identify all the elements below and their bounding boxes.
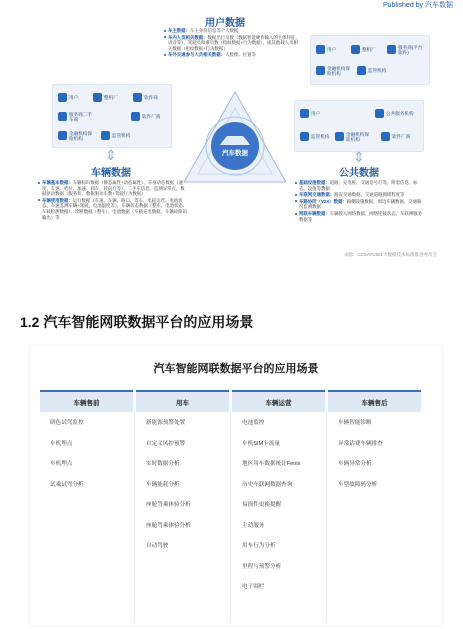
public-bullet-text: 路侧设施数据、周边车辆数据、交通路况监测数据: [299, 198, 422, 210]
table-cell: 车辆异常分析: [338, 461, 372, 468]
table-cell: 试乘试驾分析: [50, 481, 84, 488]
center-label: 汽车数据: [222, 150, 248, 157]
public-arrow-icon: ⇕: [353, 149, 365, 165]
user-bullet-head: 车内人员相关数据：: [168, 34, 208, 40]
bank-icon: [335, 132, 344, 141]
regulator-tile: 监管机构: [101, 128, 133, 143]
public-data-panel: [294, 100, 424, 152]
center-triangle-diagram: [180, 88, 290, 188]
public-bullet-text: 车辆接入网络数据、网络连接状态、车联网服务数据等: [299, 210, 422, 222]
table-cell: 车机埋点: [50, 461, 73, 468]
table-cell: 车辆能耗分析: [146, 481, 180, 488]
section-heading: 1.2 汽车智能网联数据平台的应用场景: [20, 314, 254, 330]
vehicle-bullet-head: 车辆基本数据：: [42, 180, 73, 185]
column-presale: [40, 390, 133, 494]
user-data-bullets: [164, 28, 302, 59]
software-vendor-tile: 软件厂商: [381, 129, 413, 144]
public-bullet-head: 网联车辆数据：: [299, 210, 330, 216]
car-service-icon: [58, 112, 67, 121]
user-tile: 用户: [316, 42, 348, 57]
vehicle-data-bullets: [38, 180, 188, 221]
table-cell: 实时数据分析: [146, 461, 180, 468]
column-operation: [232, 390, 325, 597]
table-cell: 异常话费车辆排查: [338, 440, 383, 447]
software-icon: [133, 93, 142, 102]
table-cell: 主动服务: [242, 522, 265, 529]
user-bullet-head: 车外交通参与人员相关数据：: [168, 52, 226, 58]
public-bullet-text: 路况交通数据、交通道路拥堵程度等: [334, 192, 405, 198]
column-header: 用车: [136, 390, 229, 412]
column-header: 车辆售前: [40, 390, 133, 412]
source-note: 来源：CCSATC601大数据技术标准推进委员会: [343, 252, 437, 257]
table-cell: 自动驾驶: [146, 543, 169, 550]
regulator-tile: 监管机构: [300, 129, 332, 144]
table-cell: 地区用车数据统计Fenix: [242, 461, 301, 468]
vehicle-bullet-text: 运行数据（车速、车辆、路口、驾车、电耗运营、电池状态、车速监测车辆+驾驶、电池温度等），车辆状态数据（整车、电池状态、车载检测数据）、诊断数据（整车）、电池数据（车载充电数据、车辆故障码输出）等: [42, 197, 188, 220]
chip-icon: [131, 112, 140, 121]
column-divider: [134, 410, 135, 622]
bank-icon: [316, 66, 325, 75]
dealer-tile: 服务商二手车商: [58, 109, 96, 124]
table-cell: 车机SIM卡流量: [242, 440, 280, 447]
vehicle-bullet-text: 车辆标识数据（静态属性+动态属性）、车身动态数据（速度、车速、档位、加速、刹车、转向灯等）、二手车信息、监测异常点、数据驱动数据（服务状、数据驱动车数+驾驶行为数据）: [42, 180, 185, 197]
table-cell: 车辆智能诊断: [338, 420, 372, 427]
column-header: 车辆售后: [328, 390, 421, 412]
vehicle-arrow-icon: ⇕: [105, 147, 117, 163]
person-icon: [300, 109, 309, 118]
header-tag: Published by 汽车数据: [382, 2, 453, 9]
column-divider: [230, 410, 231, 622]
public-service-icon: [375, 109, 384, 118]
table-title: 汽车智能网联数据平台的应用场景: [153, 363, 319, 375]
software-tile: 软件商: [133, 90, 165, 105]
bank-icon: [58, 131, 67, 140]
table-cell: 研色试驾监控: [50, 420, 84, 427]
person-icon: [58, 93, 67, 102]
table-cell: 座舱驾乘体验分析: [146, 502, 191, 509]
public-bullet-head: 车路协同（V2X）数据：: [299, 198, 347, 204]
oem-tile: 整机厂: [93, 90, 125, 105]
table-cell: 电池监控: [242, 420, 265, 427]
table-cell: 历史车联网数据查询: [242, 481, 293, 488]
table-cell: 新能源预警处置: [146, 420, 186, 427]
finance-tile: 金融机构保险机构: [58, 128, 96, 143]
gov-icon: [300, 132, 309, 141]
public-data-title: 公共数据: [339, 168, 379, 179]
table-cell: 里程与预警分析: [242, 563, 282, 570]
column-aftersale: [328, 390, 421, 494]
vehicle-data-title: 车辆数据: [91, 168, 131, 179]
gov-icon: [101, 131, 110, 140]
public-bullet-text: 道路、充电桩、交通信号灯等，附着信息、标志、设施等数据: [299, 180, 418, 191]
column-usage: [136, 390, 229, 556]
public-service-tile: 公共服务机构: [375, 106, 419, 121]
vehicle-data-panel: [52, 84, 172, 148]
user-tile: 用户: [58, 90, 90, 105]
factory-icon: [351, 45, 360, 54]
software-vendor-tile: 软件厂商: [131, 109, 163, 124]
table-cell: 座舱驾乘体验分析: [146, 522, 191, 529]
vehicle-bullet-head: 车辆使用数据：: [42, 197, 73, 203]
finance-tile: 金融机构保险机构: [335, 129, 373, 144]
user-bullet-text: 人脸像、位置等: [225, 52, 256, 58]
oem-tile: 整机厂: [351, 42, 383, 57]
regulator-tile: 监管机构: [357, 63, 389, 78]
factory-icon: [93, 93, 102, 102]
gov-icon: [357, 66, 366, 75]
public-data-bullets: [295, 180, 425, 223]
service-icon: [387, 45, 396, 54]
table-cell: 车型故障码分析: [338, 481, 378, 488]
column-divider: [326, 410, 327, 622]
table-cell: 自定义风控预警: [146, 440, 186, 447]
person-icon: [316, 45, 325, 54]
column-header: 车辆运营: [232, 390, 325, 412]
public-bullet-head: 车联网交通数据：: [299, 192, 335, 198]
service-tile: 服务商(平台软件): [387, 42, 427, 57]
table-cell: 电子围栏: [242, 584, 265, 591]
chip-icon: [381, 132, 390, 141]
user-tile: 用户: [300, 106, 332, 121]
user-bullet-text: 车主身份信息等个人数据: [189, 28, 239, 33]
table-cell: 用车行为分析: [242, 543, 276, 550]
finance-tile: 金融机构保险机构: [316, 63, 354, 78]
user-bullet-head: 车主数据：: [168, 28, 190, 33]
user-data-panel: [310, 35, 430, 85]
user-data-title: 用户数据: [205, 18, 245, 29]
user-bullet-text: 数据出行及数（数据智能硬件输入的主体特征、语音等），驾驶员和乘员数（指纹数据+行为数据），或其他载人员相关数据（指纹数据+行为数据）: [168, 34, 300, 51]
table-cell: 车机埋点: [50, 440, 73, 447]
public-bullet-head: 基础设施数据：: [299, 180, 330, 185]
table-cell: 易损件更换提醒: [242, 502, 282, 509]
scenario-table: [30, 346, 442, 625]
